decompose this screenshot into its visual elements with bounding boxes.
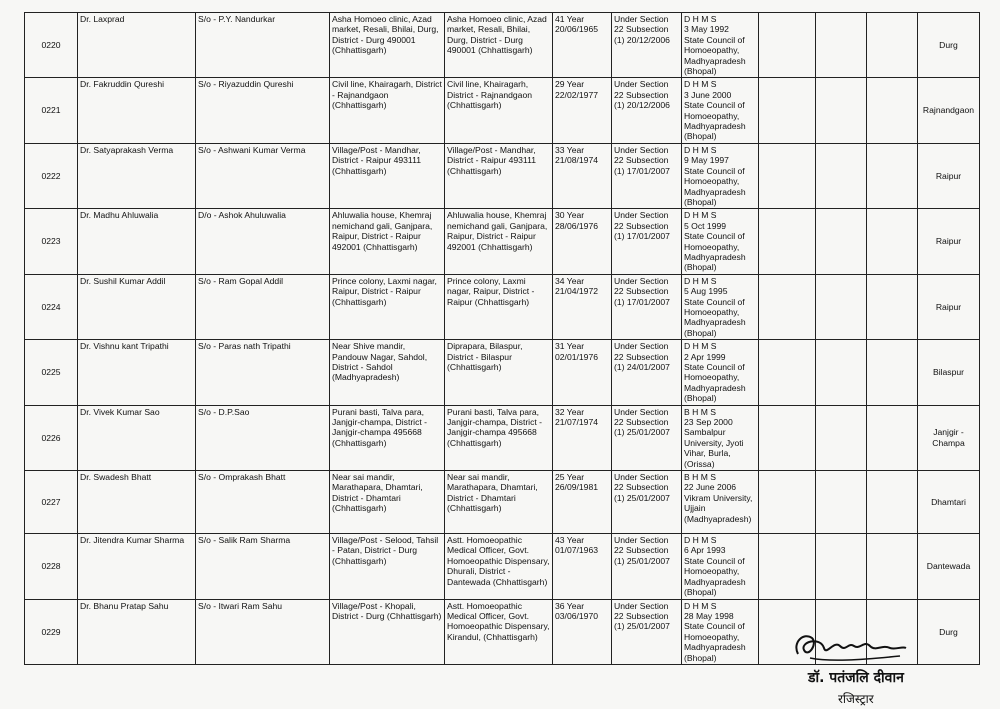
parent-name-cell bbox=[196, 534, 330, 599]
district-text: Raipur bbox=[935, 301, 962, 312]
serial-number-cell bbox=[25, 274, 78, 339]
district-text: Janjgir - Champa bbox=[932, 427, 965, 448]
addr1-text: Asha Homoeo clinic, Azad market, Resali, Bhilai, Durg, District - Durg 490001 (Chhattisgarh) bbox=[332, 14, 439, 56]
serial-number-cell bbox=[25, 471, 78, 534]
serial-number-cell bbox=[25, 599, 78, 664]
qualification-cell bbox=[682, 274, 759, 339]
current-address-cell bbox=[445, 534, 553, 599]
degree-date-text: 2 Apr 1999 bbox=[684, 351, 726, 362]
name-text: Dr. Bhanu Pratap Sahu bbox=[80, 600, 169, 611]
permanent-address-cell bbox=[330, 209, 445, 274]
table-row bbox=[25, 340, 980, 405]
awarding-body-text: State Council of Homoeopathy, Madhyapradesh (Bhopal) bbox=[684, 555, 746, 598]
blank-cell bbox=[867, 78, 918, 143]
degree-date-text: 28 May 1998 bbox=[684, 610, 734, 621]
registration-section-cell bbox=[612, 13, 682, 78]
degree-date-text: 23 Sep 2000 bbox=[684, 417, 733, 428]
blank-cell bbox=[759, 534, 816, 599]
name-text: Dr. Laxprad bbox=[80, 14, 125, 24]
name-text: Dr. Sushil Kumar Addil bbox=[80, 275, 166, 286]
degree-text: D H M S bbox=[684, 144, 717, 155]
addr1-text: Village/Post - Mandhar, District - Raipur 493111 (Chhattisgarh) bbox=[332, 144, 421, 176]
age-text: 33 Year bbox=[555, 144, 585, 155]
serial-number-cell bbox=[25, 13, 78, 78]
district-text: Dantewada bbox=[926, 561, 971, 572]
blank-cell bbox=[759, 471, 816, 534]
qualification-cell bbox=[682, 405, 759, 470]
age-dob-cell bbox=[553, 209, 612, 274]
blank-cell bbox=[867, 143, 918, 208]
age-text: 34 Year bbox=[555, 275, 585, 286]
blank-cell bbox=[816, 143, 867, 208]
addr2-text: Asha Homoeo clinic, Azad market, Resali, Bhilai, Durg, District - Durg 490001 (Chhattisgarh) bbox=[447, 14, 547, 56]
registration-section-cell bbox=[612, 405, 682, 470]
parent-text: S/o - Ashwani Kumar Verma bbox=[198, 144, 306, 155]
doctor-name-cell bbox=[78, 274, 196, 339]
age-text: 30 Year bbox=[555, 210, 585, 221]
current-address-cell bbox=[445, 599, 553, 664]
district-text: Raipur bbox=[935, 170, 962, 181]
table-row bbox=[25, 209, 980, 274]
district-cell bbox=[918, 340, 980, 405]
degree-date-text: 5 Oct 1999 bbox=[684, 220, 727, 231]
sno-text: 0229 bbox=[41, 626, 61, 637]
parent-text: S/o - Paras nath Tripathi bbox=[198, 341, 291, 352]
blank-cell bbox=[816, 405, 867, 470]
age-dob-cell bbox=[553, 78, 612, 143]
parent-name-cell bbox=[196, 405, 330, 470]
age-text: 25 Year bbox=[555, 472, 585, 483]
district-text: Dhamtari bbox=[931, 496, 966, 507]
age-text: 43 Year bbox=[555, 535, 585, 546]
current-address-cell bbox=[445, 143, 553, 208]
awarding-body-text: Vikram University, Ujjain (Madhyapradesh) bbox=[684, 492, 753, 524]
blank-cell bbox=[816, 78, 867, 143]
dob-text: 26/09/1981 bbox=[555, 482, 599, 493]
permanent-address-cell bbox=[330, 78, 445, 143]
addr2-text: Village/Post - Mandhar, District - Raipur 493111 (Chhattisgarh) bbox=[447, 144, 536, 176]
addr2-text: Civil line, Khairagarh, District - Rajnandgaon (Chhattisgarh) bbox=[447, 79, 533, 111]
addr2-text: Astt. Homoeopathic Medical Officer, Govt. Homoeopathic Dispensary, Kirandul, (Chhattisgarh) bbox=[447, 600, 550, 642]
blank-cell bbox=[759, 13, 816, 78]
blank-cell bbox=[759, 209, 816, 274]
district-text: Raipur bbox=[935, 236, 962, 247]
parent-text: S/o - Omprakash Bhatt bbox=[198, 472, 286, 483]
serial-number-cell bbox=[25, 534, 78, 599]
doctor-name-cell bbox=[78, 405, 196, 470]
sno-text: 0222 bbox=[41, 170, 61, 181]
blank-cell bbox=[867, 534, 918, 599]
section-text: Under Section 22 Subsection (1) 17/01/2007 bbox=[614, 144, 670, 176]
degree-date-text: 22 June 2006 bbox=[684, 482, 737, 493]
degree-text: B H M S bbox=[684, 472, 716, 483]
age-text: 41 Year bbox=[555, 14, 585, 24]
qualification-cell bbox=[682, 13, 759, 78]
qualification-cell bbox=[682, 599, 759, 664]
sno-text: 0226 bbox=[41, 432, 61, 443]
sno-text: 0227 bbox=[41, 496, 61, 507]
table-row bbox=[25, 143, 980, 208]
sno-text: 0223 bbox=[41, 236, 61, 247]
dob-text: 20/06/1965 bbox=[555, 24, 599, 35]
permanent-address-cell bbox=[330, 534, 445, 599]
awarding-body-text: State Council of Homoeopathy, Madhyapradesh (Bhopal) bbox=[684, 34, 746, 77]
section-text: Under Section 22 Subsection (1) 24/01/2007 bbox=[614, 341, 670, 372]
district-text: Bilaspur bbox=[932, 367, 965, 378]
awarding-body-text: State Council of Homoeopathy, Madhyapradesh (Bhopal) bbox=[684, 231, 746, 273]
age-text: 29 Year bbox=[555, 79, 585, 90]
degree-text: D H M S bbox=[684, 535, 717, 546]
age-dob-cell bbox=[553, 13, 612, 78]
registration-section-cell bbox=[612, 143, 682, 208]
addr1-text: Ahluwalia house, Khemraj nemichand gali, Ganjpara, Raipur, District - Raipur 492001 (Chhattisgarh) bbox=[332, 210, 433, 252]
table-row bbox=[25, 471, 980, 534]
parent-text: S/o - Riyazuddin Qureshi bbox=[198, 79, 294, 90]
parent-text: S/o - Itwari Ram Sahu bbox=[198, 600, 283, 611]
addr2-text: Near sai mandir, Marathapara, Dhamtari, District - Dhamtari (Chhattisgarh) bbox=[447, 472, 538, 514]
name-text: Dr. Satyaprakash Verma bbox=[80, 144, 174, 155]
current-address-cell bbox=[445, 405, 553, 470]
parent-text: S/o - Salik Ram Sharma bbox=[198, 535, 291, 546]
qualification-cell bbox=[682, 534, 759, 599]
addr1-text: Near Shive mandir, Pandouw Nagar, Sahdol, District - Sahdol (Madhyapradesh) bbox=[332, 341, 428, 383]
parent-name-cell bbox=[196, 13, 330, 78]
blank-cell bbox=[867, 471, 918, 534]
awarding-body-text: State Council of Homoeopathy, Madhyapradesh (Bhopal) bbox=[684, 100, 746, 142]
addr1-text: Prince colony, Laxmi nagar, Raipur, District - Raipur (Chhattisgarh) bbox=[332, 275, 437, 307]
sno-text: 0224 bbox=[41, 301, 61, 312]
registration-section-cell bbox=[612, 534, 682, 599]
blank-cell bbox=[759, 143, 816, 208]
parent-text: S/o - Ram Gopal Addil bbox=[198, 275, 284, 286]
section-text: Under Section 22 Subsection (1) 17/01/2007 bbox=[614, 210, 670, 242]
name-text: Dr. Jitendra Kumar Sharma bbox=[80, 535, 185, 546]
table-row bbox=[25, 534, 980, 599]
signatory-title: रजिस्ट्रार bbox=[838, 692, 874, 706]
blank-cell bbox=[867, 405, 918, 470]
registration-section-cell bbox=[612, 209, 682, 274]
dob-text: 01/07/1963 bbox=[555, 545, 599, 556]
name-text: Dr. Swadesh Bhatt bbox=[80, 472, 152, 483]
section-text: Under Section 22 Subsection (1) 25/01/2007 bbox=[614, 472, 670, 503]
blank-cell bbox=[759, 274, 816, 339]
table-row bbox=[25, 405, 980, 470]
district-cell bbox=[918, 78, 980, 143]
addr2-text: Purani basti, Talva para, Janjgir-champa, District - Janjgir-champa 495668 (Chhattisgarh) bbox=[447, 406, 543, 448]
sno-text: 0225 bbox=[41, 367, 61, 378]
age-dob-cell bbox=[553, 534, 612, 599]
table-row bbox=[25, 274, 980, 339]
section-text: Under Section 22 Subsection (1) 20/12/2006 bbox=[614, 14, 670, 45]
awarding-body-text: Sambalpur University, Jyoti Vihar, Burla, (Orissa) bbox=[684, 427, 744, 469]
section-text: Under Section 22 Subsection (1) 17/01/2007 bbox=[614, 275, 670, 307]
blank-cell bbox=[816, 534, 867, 599]
blank-cell bbox=[759, 405, 816, 470]
serial-number-cell bbox=[25, 209, 78, 274]
degree-text: D H M S bbox=[684, 600, 717, 611]
permanent-address-cell bbox=[330, 274, 445, 339]
district-cell bbox=[918, 471, 980, 534]
blank-cell bbox=[816, 471, 867, 534]
dob-text: 02/01/1976 bbox=[555, 351, 599, 362]
qualification-cell bbox=[682, 78, 759, 143]
district-cell bbox=[918, 143, 980, 208]
age-dob-cell bbox=[553, 471, 612, 534]
blank-cell bbox=[867, 340, 918, 405]
signatory-name: डॉ. पतंजलि दीवान bbox=[808, 670, 904, 686]
age-dob-cell bbox=[553, 143, 612, 208]
qualification-cell bbox=[682, 209, 759, 274]
parent-name-cell bbox=[196, 143, 330, 208]
sno-text: 0220 bbox=[41, 40, 61, 51]
district-cell bbox=[918, 209, 980, 274]
blank-cell bbox=[759, 340, 816, 405]
dob-text: 21/04/1972 bbox=[555, 286, 599, 297]
parent-name-cell bbox=[196, 599, 330, 664]
addr1-text: Village/Post - Selood, Tahsil - Patan, District - Durg (Chhattisgarh) bbox=[332, 535, 439, 566]
degree-date-text: 3 May 1992 bbox=[684, 24, 729, 35]
dob-text: 28/06/1976 bbox=[555, 220, 599, 231]
degree-text: B H M S bbox=[684, 406, 716, 417]
current-address-cell bbox=[445, 13, 553, 78]
addr1-text: Civil line, Khairagarh, District - Rajnandgaon (Chhattisgarh) bbox=[332, 79, 442, 111]
qualification-cell bbox=[682, 471, 759, 534]
awarding-body-text: State Council of Homoeopathy, Madhyapradesh (Bhopal) bbox=[684, 362, 746, 404]
name-text: Dr. Fakruddin Qureshi bbox=[80, 79, 165, 90]
signature-scribble bbox=[790, 628, 910, 668]
current-address-cell bbox=[445, 471, 553, 534]
doctor-name-cell bbox=[78, 471, 196, 534]
degree-date-text: 6 Apr 1993 bbox=[684, 545, 726, 556]
blank-cell bbox=[816, 209, 867, 274]
awarding-body-text: State Council of Homoeopathy, Madhyapradesh (Bhopal) bbox=[684, 296, 746, 338]
degree-text: D H M S bbox=[684, 210, 717, 221]
degree-date-text: 5 Aug 1995 bbox=[684, 286, 728, 297]
dob-text: 22/02/1977 bbox=[555, 89, 599, 100]
current-address-cell bbox=[445, 340, 553, 405]
blank-cell bbox=[867, 274, 918, 339]
addr1-text: Purani basti, Talva para, Janjgir-champa, District - Janjgir-champa 495668 (Chhattisgarh) bbox=[332, 406, 428, 448]
addr2-text: Prince colony, Laxmi nagar, Raipur, District - Raipur (Chhattisgarh) bbox=[447, 275, 535, 307]
serial-number-cell bbox=[25, 405, 78, 470]
age-text: 31 Year bbox=[555, 341, 585, 352]
district-text: Durg bbox=[939, 40, 958, 51]
registration-section-cell bbox=[612, 599, 682, 664]
section-text: Under Section 22 Subsection (1) 25/01/2007 bbox=[614, 406, 670, 438]
qualification-cell bbox=[682, 143, 759, 208]
age-dob-cell bbox=[553, 274, 612, 339]
district-text: Rajnandgaon bbox=[922, 105, 975, 116]
blank-cell bbox=[867, 209, 918, 274]
sno-text: 0228 bbox=[41, 561, 61, 572]
age-dob-cell bbox=[553, 599, 612, 664]
qualification-cell bbox=[682, 340, 759, 405]
registration-section-cell bbox=[612, 274, 682, 339]
name-text: Dr. Vishnu kant Tripathi bbox=[80, 341, 169, 352]
doctor-name-cell bbox=[78, 78, 196, 143]
doctor-name-cell bbox=[78, 13, 196, 78]
addr1-text: Near sai mandir, Marathapara, Dhamtari, District - Dhamtari (Chhattisgarh) bbox=[332, 472, 423, 514]
registration-section-cell bbox=[612, 78, 682, 143]
blank-cell bbox=[759, 78, 816, 143]
table-row bbox=[25, 78, 980, 143]
awarding-body-text: State Council of Homoeopathy, Madhyapradesh (Bhopal) bbox=[684, 621, 746, 663]
degree-text: D H M S bbox=[684, 341, 717, 352]
register-table bbox=[24, 12, 980, 665]
parent-text: S/o - P.Y. Nandurkar bbox=[198, 14, 276, 24]
parent-name-cell bbox=[196, 274, 330, 339]
section-text: Under Section 22 Subsection (1) 20/12/2006 bbox=[614, 79, 670, 111]
registration-section-cell bbox=[612, 471, 682, 534]
registration-section-cell bbox=[612, 340, 682, 405]
permanent-address-cell bbox=[330, 599, 445, 664]
addr1-text: Village/Post - Khopali, District - Durg (Chhattisgarh) bbox=[332, 600, 442, 621]
doctor-name-cell bbox=[78, 340, 196, 405]
district-cell bbox=[918, 405, 980, 470]
blank-cell bbox=[816, 274, 867, 339]
serial-number-cell bbox=[25, 340, 78, 405]
district-cell bbox=[918, 13, 980, 78]
parent-text: D/o - Ashok Ahuluwalia bbox=[198, 210, 286, 221]
dob-text: 03/06/1970 bbox=[555, 610, 599, 621]
addr2-text: Diprapara, Bilaspur, District - Bilaspur (Chhattisgarh) bbox=[447, 341, 523, 372]
sno-text: 0221 bbox=[41, 105, 61, 116]
age-text: 32 Year bbox=[555, 406, 585, 417]
awarding-body-text: State Council of Homoeopathy, Madhyapradesh (Bhopal) bbox=[684, 165, 746, 207]
district-text: Durg bbox=[939, 626, 958, 637]
dob-text: 21/07/1974 bbox=[555, 417, 599, 428]
permanent-address-cell bbox=[330, 405, 445, 470]
doctor-name-cell bbox=[78, 534, 196, 599]
permanent-address-cell bbox=[330, 340, 445, 405]
parent-name-cell bbox=[196, 471, 330, 534]
section-text: Under Section 22 Subsection (1) 25/01/2007 bbox=[614, 535, 670, 566]
district-cell bbox=[918, 599, 980, 664]
current-address-cell bbox=[445, 209, 553, 274]
age-text: 36 Year bbox=[555, 600, 585, 611]
degree-date-text: 3 June 2000 bbox=[684, 89, 732, 100]
doctor-name-cell bbox=[78, 143, 196, 208]
section-text: Under Section 22 Subsection (1) 25/01/2007 bbox=[614, 600, 670, 632]
name-text: Dr. Madhu Ahluwalia bbox=[80, 210, 159, 221]
parent-name-cell bbox=[196, 340, 330, 405]
name-text: Dr. Vivek Kumar Sao bbox=[80, 406, 160, 417]
blank-cell bbox=[816, 340, 867, 405]
parent-name-cell bbox=[196, 209, 330, 274]
degree-date-text: 9 May 1997 bbox=[684, 155, 729, 166]
degree-text: D H M S bbox=[684, 275, 717, 286]
degree-text: D H M S bbox=[684, 79, 717, 90]
permanent-address-cell bbox=[330, 471, 445, 534]
doctor-name-cell bbox=[78, 209, 196, 274]
age-dob-cell bbox=[553, 405, 612, 470]
parent-name-cell bbox=[196, 78, 330, 143]
degree-text: D H M S bbox=[684, 14, 717, 24]
age-dob-cell bbox=[553, 340, 612, 405]
doctor-name-cell bbox=[78, 599, 196, 664]
serial-number-cell bbox=[25, 78, 78, 143]
current-address-cell bbox=[445, 78, 553, 143]
table-row bbox=[25, 13, 980, 78]
permanent-address-cell bbox=[330, 13, 445, 78]
parent-text: S/o - D.P.Sao bbox=[198, 406, 250, 417]
current-address-cell bbox=[445, 274, 553, 339]
blank-cell bbox=[816, 13, 867, 78]
serial-number-cell bbox=[25, 143, 78, 208]
district-cell bbox=[918, 274, 980, 339]
dob-text: 21/08/1974 bbox=[555, 155, 599, 166]
permanent-address-cell bbox=[330, 143, 445, 208]
blank-cell bbox=[867, 13, 918, 78]
district-cell bbox=[918, 534, 980, 599]
addr2-text: Astt. Homoeopathic Medical Officer, Govt. Homoeopathic Dispensary, Dhurali, District - Dantewada (Chhattisgarh) bbox=[447, 535, 550, 587]
addr2-text: Ahluwalia house, Khemraj nemichand gali, Ganjpara, Raipur, District - Raipur 492001 (Chhattisgarh) bbox=[447, 210, 548, 252]
